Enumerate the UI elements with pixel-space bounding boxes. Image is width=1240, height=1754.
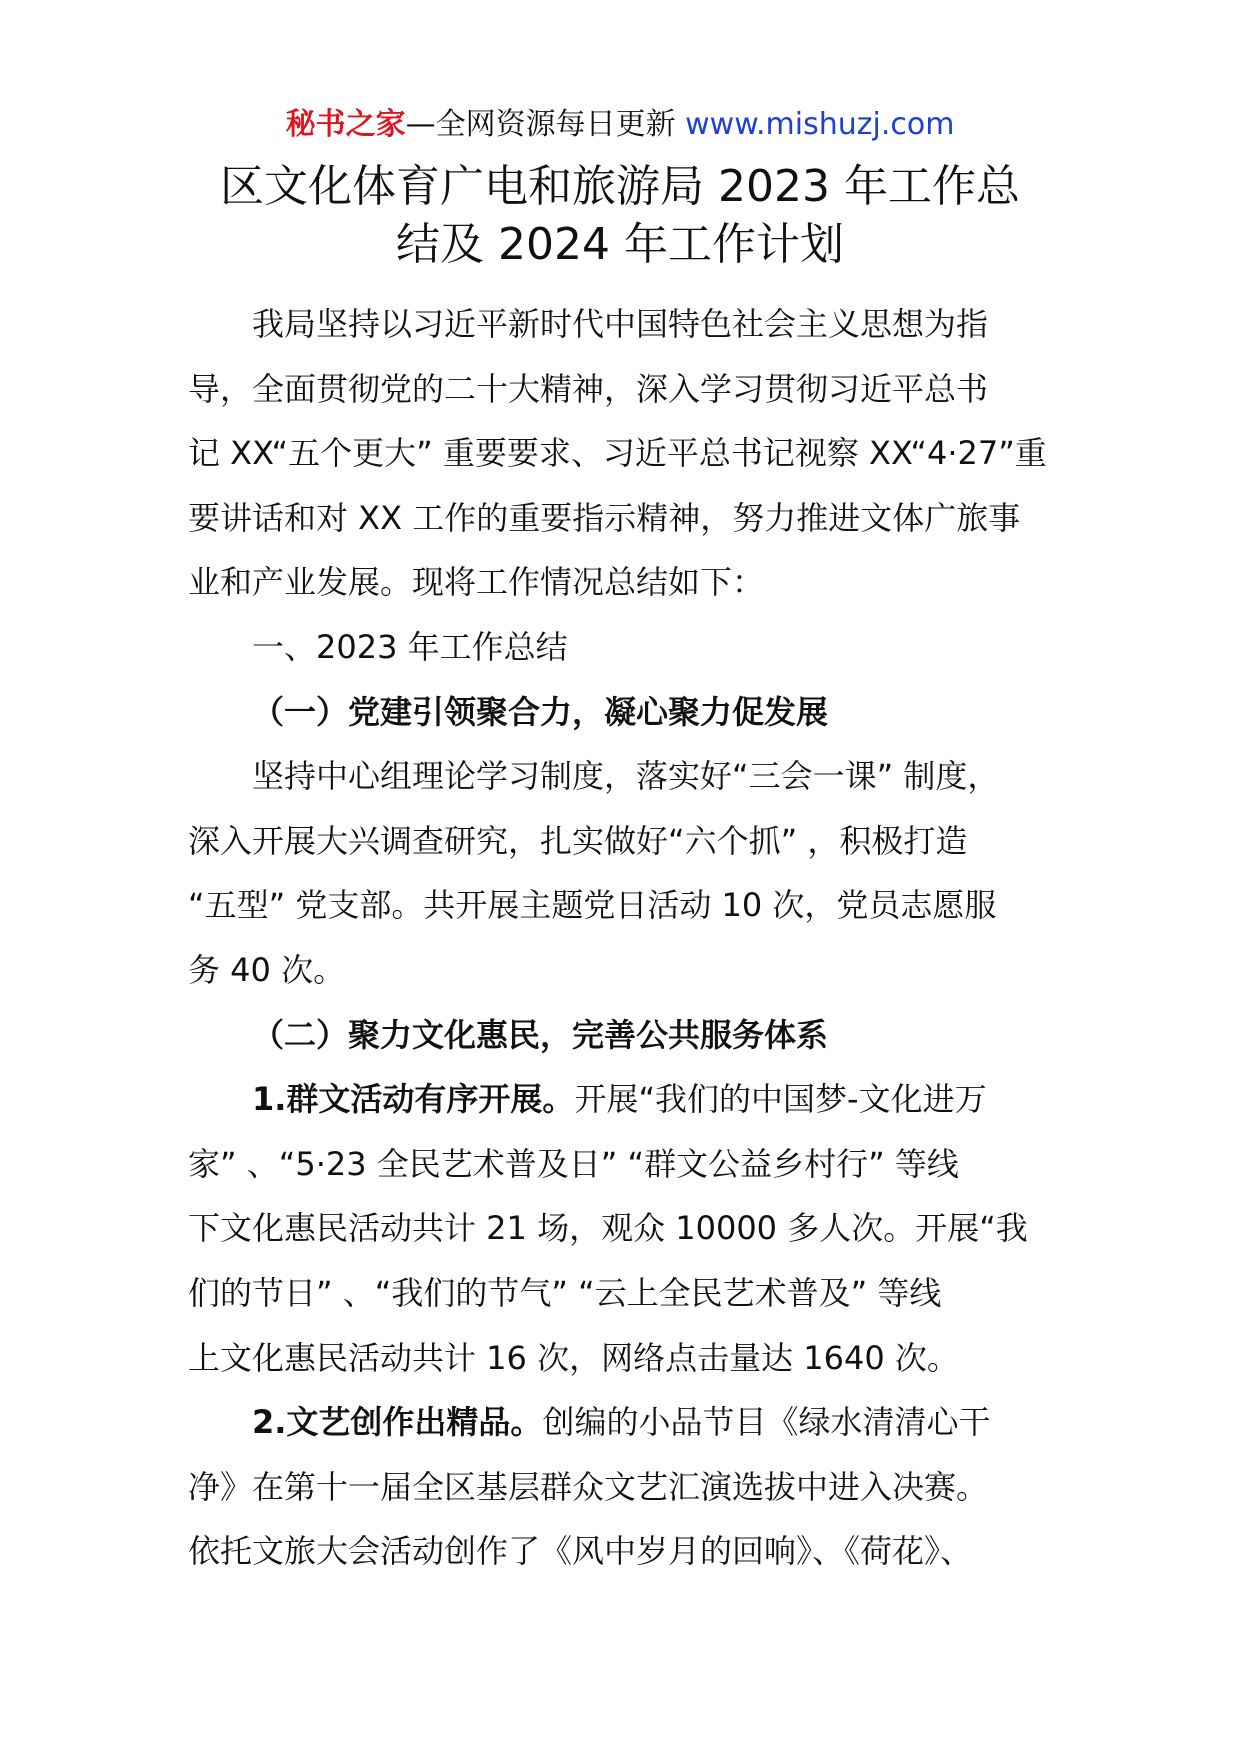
paragraph-line: 依托文旅大会活动创作了《风中岁月的回响》、《荷花》、 — [188, 1532, 973, 1571]
title-line-2: 结及 2024 年工作计划 — [396, 219, 844, 270]
paragraph-line — [188, 1390, 1068, 1455]
paragraph-line: 下文化惠民活动共计 21 场，观众 10000 多人次。开展“我 — [188, 1209, 1028, 1248]
intro-line: 要讲话和对 XX 工作的重要指示精神，努力推进文体广旅事 — [188, 498, 1021, 537]
subsection-title: （二）聚力文化惠民，完善公共服务体系 — [252, 1015, 829, 1054]
site-url-link[interactable]: www.mishuzj.com — [685, 107, 955, 142]
intro-line: 导，全面贯彻党的二十大精神，深入学习贯彻习近平总书 — [188, 369, 989, 408]
paragraph-line — [188, 1067, 1068, 1132]
paragraph-line: “五型” 党支部。共开展主题党日活动 10 次，党员志愿服 — [188, 886, 997, 925]
subsection-heading-1 — [188, 680, 1068, 745]
section-heading-1 — [188, 615, 1068, 680]
paragraph-line: 家” 、“5·23 全民艺术普及日” “群文公益乡村行” 等线 — [188, 1144, 959, 1183]
brand-name: 秘书之家 — [285, 107, 406, 142]
intro-paragraph — [188, 292, 1068, 615]
item-lead: 2.文艺创作出精品。 — [252, 1403, 543, 1442]
subsection-title: （一）党建引领聚合力，凝心聚力促发展 — [252, 692, 829, 731]
party-building-paragraph — [188, 744, 1068, 1002]
paragraph-line: 坚持中心组理论学习制度，落实好“三会一课” 制度， — [252, 757, 1000, 796]
intro-line: 业和产业发展。现将工作情况总结如下： — [188, 563, 765, 602]
paragraph-line: 深入开展大兴调查研究，扎实做好“六个抓” ，积极打造 — [188, 821, 968, 860]
paragraph-line: 务 40 次。 — [188, 950, 346, 989]
site-tagline: —全网资源每日更新 — [405, 107, 676, 142]
subsection-heading-2 — [188, 1003, 1068, 1068]
site-header — [0, 103, 1240, 147]
document-title — [190, 158, 1050, 274]
intro-line: 我局坚持以习近平新时代中国特色社会主义思想为指 — [252, 305, 989, 343]
cultural-activities-paragraph — [188, 1067, 1068, 1390]
intro-line: 记 XX“五个更大” 重要要求、习近平总书记视察 XX“4·27”重 — [188, 434, 1047, 473]
paragraph-line: 净》在第十一届全区基层群众文艺汇演选拔中进入决赛。 — [188, 1467, 989, 1506]
section-title: 一、2023 年工作总结 — [252, 627, 568, 666]
paragraph-line: 们的节日” 、“我们的节气” “云上全民艺术普及” 等线 — [188, 1273, 942, 1312]
item-text: 开展“我们的中国梦-文化进万 — [574, 1080, 987, 1119]
document-body — [188, 292, 1068, 1584]
item-lead: 1.群文活动有序开展。 — [252, 1080, 575, 1119]
art-creation-paragraph — [188, 1390, 1068, 1584]
paragraph-line: 上文化惠民活动共计 16 次，网络点击量达 1640 次。 — [188, 1338, 959, 1377]
title-line-1: 区文化体育广电和旅游局 2023 年工作总 — [220, 161, 1020, 212]
item-text: 创编的小品节目《绿水清清心干 — [542, 1403, 991, 1442]
